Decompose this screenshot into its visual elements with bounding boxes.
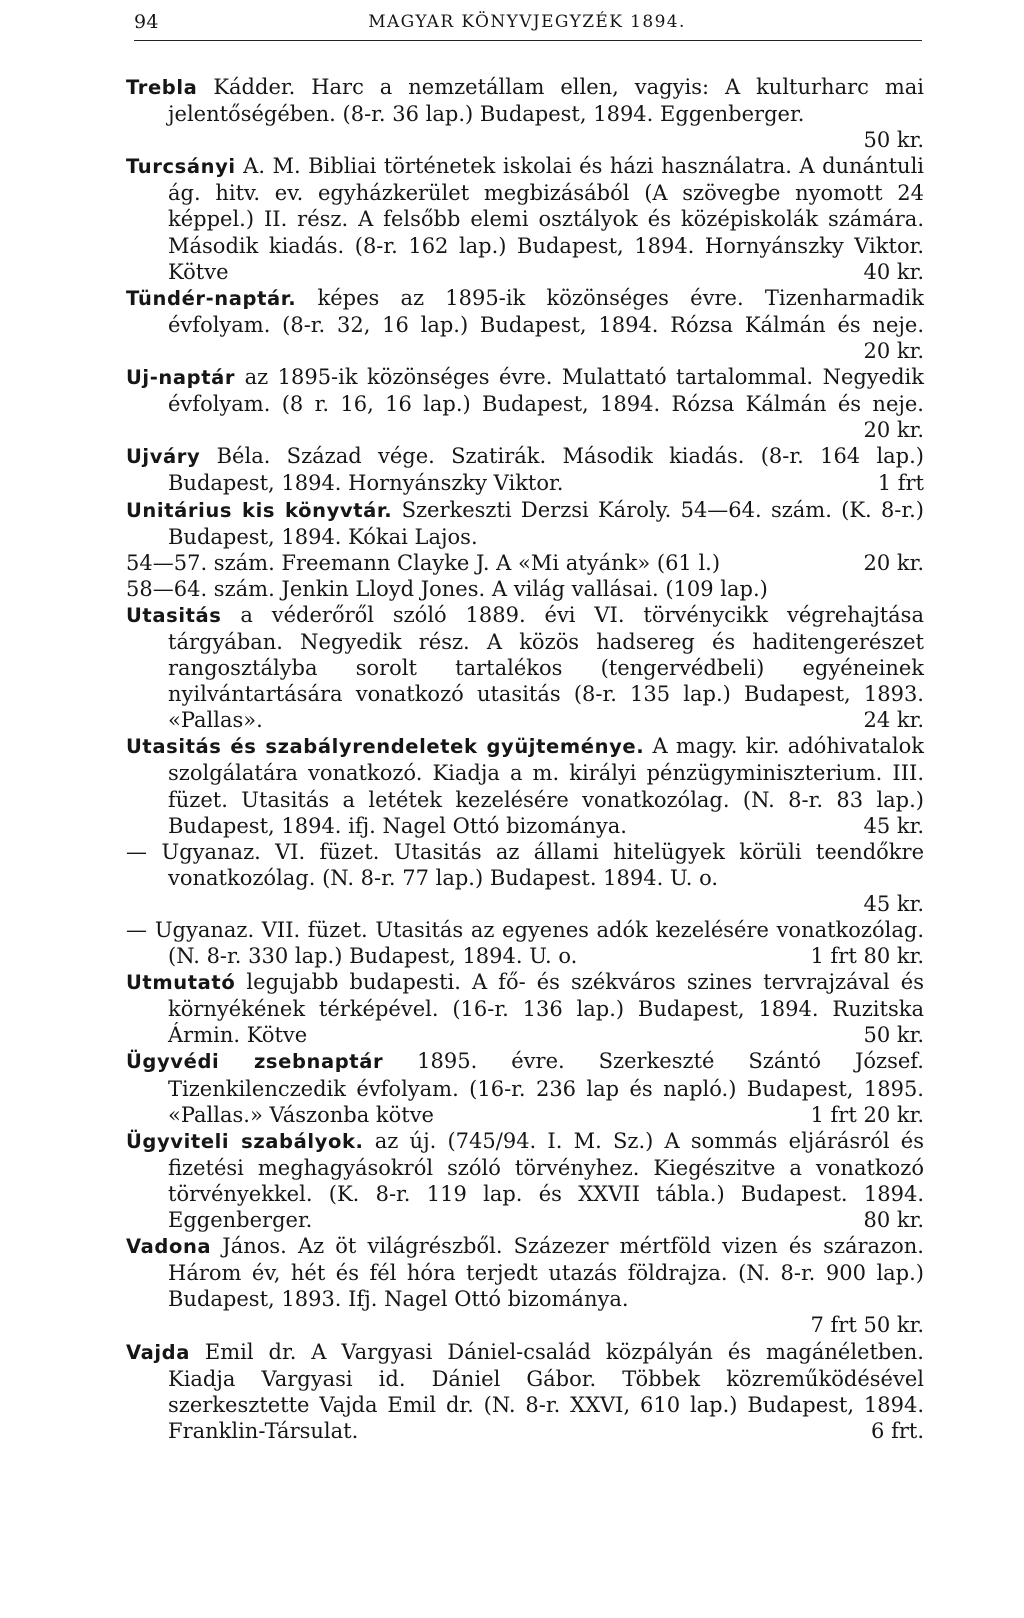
entry-price: 1 frt	[877, 471, 924, 496]
entry-heading: Uj-naptár	[126, 366, 236, 390]
entry-price: 80 kr.	[863, 1208, 924, 1233]
entry-text: a véderőről szóló 1889. évi VI. törvénycikk végrehajtása tárgyában. Negyedik rész. A közös hadsereg és haditengerészet rangosztályba sorolt tartalékos (tengervédbeli) egyéneinek nyilvántartására vonatkozó utasitás (8-r. 135 lap.) Budapest, 1893. «Pallas».	[168, 602, 924, 733]
entry-text: Ugyanaz. VI. füzet. Utasitás az állami hitelügyek körüli teendőkre vonatkozólag. (N. 8-r. 77 lap.) Budapest. 1894. U. o.	[161, 839, 924, 890]
catalogue-entry	[126, 74, 924, 153]
entry-text: János. Az öt világrészből. Százezer mértföld vizen és szárazon. Három év, hét és fél hóra terjedt utazás földrajza. (N. 8-r. 900 lap.) Budapest, 1893. Ifj. Nagel Ottó bizománya.	[168, 1234, 924, 1312]
catalogue-entry	[126, 969, 924, 1048]
catalogue-entry	[126, 576, 924, 602]
entry-price: 40 kr.	[863, 259, 924, 284]
entry-text: az új. (745/94. I. M. Sz.) A sommás eljárásról és fizetési meghagyásokról szóló törvényhez. Kiegészitve a vonatkozó törvényekkel. (K. 8-r. 119 lap. és XXVII tábla.) Budapest. 1894. Eggenberger.	[168, 1128, 924, 1233]
entry-heading: Utasitás és szabályrendeletek gyüjteménye.	[126, 735, 645, 759]
entry-heading: —	[126, 918, 148, 942]
entry-text: Emil dr. A Vargyasi Dániel-család közpályán és magánéletben. Kiadja Vargyasi id. Dániel Gábor. Többek közreműködésével szerkesztette Vajda Emil dr. (N. 8-r. XXVI, 610 lap.) Budapest, 1894. Franklin-Társulat.	[168, 1339, 924, 1443]
entry-price: 1 frt 20 kr.	[810, 1102, 924, 1127]
entry-text: 1895. évre. Szerkeszté Szántó József. Tizenkilenczedik évfolyam. (16-r. 236 lap és napló.) Budapest, 1895. «Pallas.» Vászonba kötve	[168, 1049, 924, 1127]
entry-price: 6 frt.	[871, 1418, 924, 1443]
catalogue-entry	[126, 839, 924, 917]
catalogue-entry	[126, 364, 924, 443]
entry-price: 20 kr.	[863, 338, 924, 363]
entry-heading: Vadona	[126, 1235, 212, 1259]
entry-text: képes az 1895-ik közönséges évre. Tizenharmadik évfolyam. (8-r. 32, 16 lap.) Budapest, 1894. Rózsa Kálmán és neje.	[168, 285, 924, 337]
entry-heading: Ügyvédi zsebnaptár	[126, 1050, 384, 1074]
entry-text: 54—57. szám. Freemann Clayke J. A «Mi atyánk» (61 l.)	[126, 550, 721, 575]
catalogue-entry	[126, 1128, 924, 1233]
running-title: MAGYAR KÖNYVJEGYZÉK 1894.	[368, 12, 686, 32]
entry-list	[126, 74, 924, 1444]
entry-price: 24 kr.	[863, 708, 924, 733]
entry-heading: Trebla	[126, 76, 198, 99]
entry-text: Szerkeszti Derzsi Károly. 54—64. szám. (K. 8-r.) Budapest, 1894. Kókai Lajos.	[168, 497, 924, 549]
catalogue-entry	[126, 733, 924, 838]
catalogue-entry	[126, 443, 924, 496]
catalogue-entry	[126, 1233, 924, 1338]
entry-text: A magy. kir. adóhivatalok szolgálatára vonatkozó. Kiadja a m. királyi pénzügyminiszterium. III. füzet. Utasitás a letétek kezelésére vonatkozólag. (N. 8-r. 83 lap.) Budapest, 1894. ifj. Nagel Ottó bizománya.	[168, 734, 924, 838]
entry-price: 45 kr.	[863, 891, 924, 916]
entry-heading: Turcsányi	[126, 155, 236, 179]
entry-price: 1 frt 80 kr.	[810, 944, 924, 969]
catalogue-entry	[126, 917, 924, 969]
entry-heading: Utasitás	[126, 603, 222, 627]
entry-price: 7 frt 50 kr.	[810, 1313, 924, 1338]
entry-heading: Ügyviteli szabályok.	[126, 1129, 364, 1153]
entry-heading: —	[126, 839, 148, 864]
catalogue-entry	[126, 1339, 924, 1444]
catalogue-entry	[126, 153, 924, 284]
entry-text: az 1895-ik közönséges évre. Mulattató tartalommal. Negyedik évfolyam. (8 r. 16, 16 lap.) Budapest, 1894. Rózsa Kálmán és neje.	[168, 365, 924, 417]
catalogue-entry	[126, 602, 924, 733]
entry-text: Ugyanaz. VII. füzet. Utasitás az egyenes adók kezelésére vonatkozólag. (N. 8-r. 330 lap.) Budapest, 1894. U. o.	[154, 918, 924, 969]
entry-price: 20 kr.	[863, 550, 924, 575]
page-number: 94	[134, 11, 159, 33]
entry-text: 58—64. szám. Jenkin Lloyd Jones. A világ vallásai. (109 lap.)	[126, 576, 768, 601]
entry-text: A. M. Bibliai történetek iskolai és házi használatra. A dunántuli ág. hitv. ev. egyházkerület megbizásából (A szövegbe nyomott 24 képpel.) II. rész. A felsőbb elemi osztályok és középiskolák számára. Második kiadás. (8-r. 162 lap.) Budapest, 1894. Hornyánszky Viktor. Kötve	[168, 154, 924, 284]
catalogue-entry	[126, 497, 924, 550]
entry-price: 50 kr.	[863, 128, 924, 153]
running-head	[134, 5, 920, 39]
entry-text: Kádder. Harc a nemzetállam ellen, vagyis: A kulturharc mai jelentőségében. (8-r. 36 lap.) Budapest, 1894. Eggenberger.	[168, 75, 924, 127]
entry-price: 50 kr.	[863, 1023, 924, 1048]
entry-heading: Utmutató	[126, 971, 236, 995]
entry-heading: Vajda	[126, 1340, 190, 1364]
entry-heading: Ujváry	[126, 445, 201, 469]
entry-text: legujabb budapesti. A fő- és székváros szines tervrajzával és környékének térképével. (16-r. 136 lap.) Budapest, 1894. Ruzitska Ármin. Kötve	[168, 970, 924, 1048]
catalogue-entry	[126, 550, 924, 576]
entry-price: 20 kr.	[863, 418, 924, 443]
header-rule	[134, 40, 922, 41]
entry-heading: Tündér-naptár.	[126, 286, 297, 310]
entry-price: 45 kr.	[863, 813, 924, 838]
catalogue-entry	[126, 1048, 924, 1127]
entry-text: Béla. Század vége. Szatirák. Második kiadás. (8-r. 164 lap.) Budapest, 1894. Hornyánszky Viktor.	[168, 444, 924, 496]
catalogue-entry	[126, 285, 924, 364]
entry-heading: Unitárius kis könyvtár.	[126, 498, 393, 522]
